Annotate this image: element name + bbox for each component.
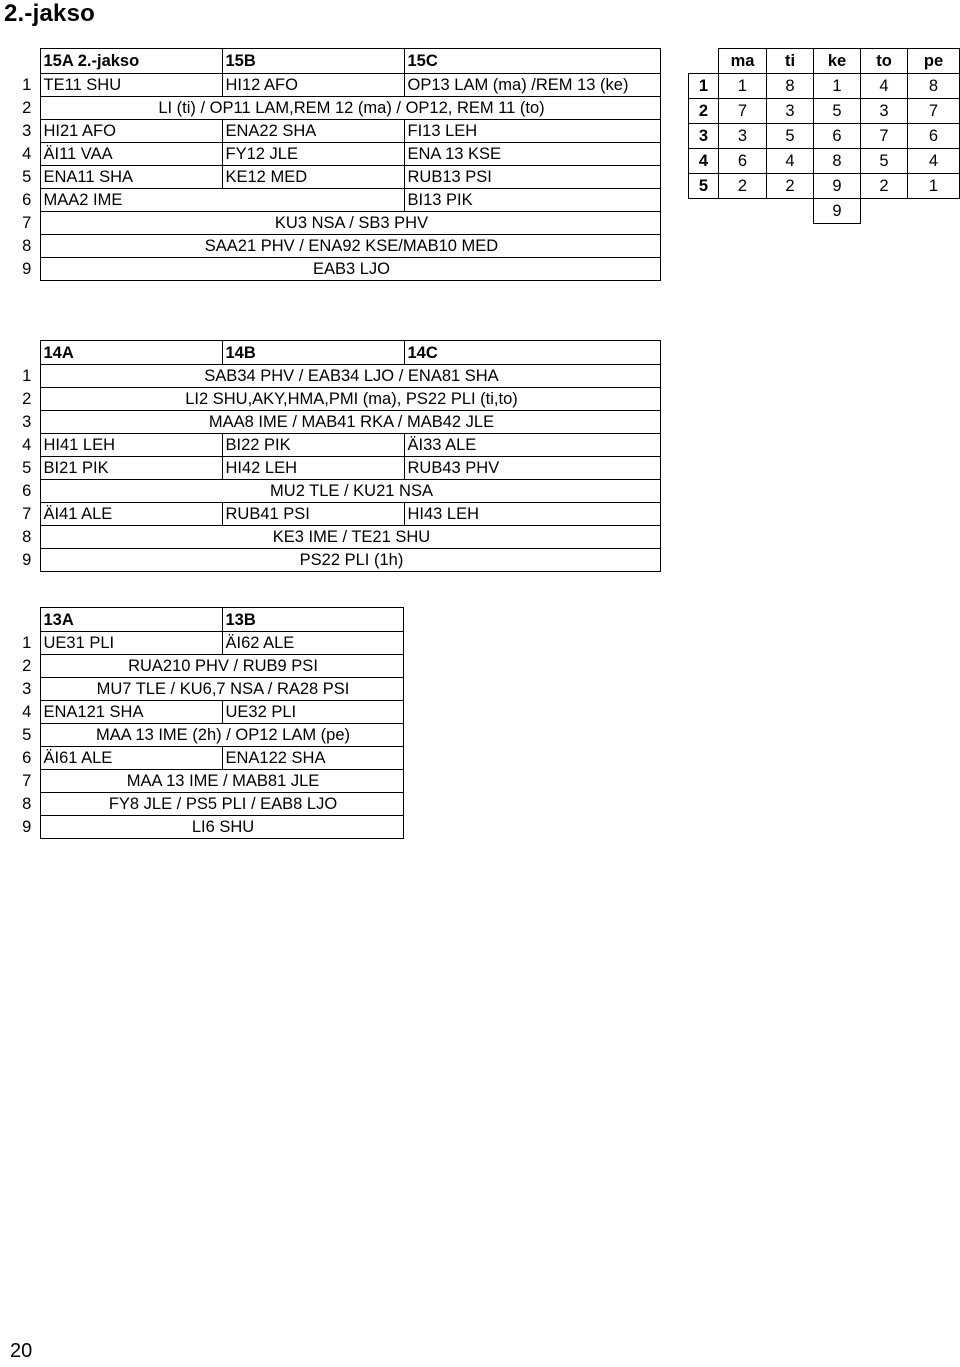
row-number: 5 (22, 726, 32, 744)
day-row (689, 74, 960, 99)
empty-cell (767, 199, 814, 224)
table-cell: RUB41 PSI (222, 503, 404, 526)
table-row (14, 434, 660, 457)
table-row (14, 97, 660, 120)
column-header-14a: 14A (40, 341, 222, 365)
day-value: 3 (861, 99, 908, 124)
row-number: 9 (22, 260, 32, 278)
table-cell: HI43 LEH (404, 503, 660, 526)
row-number: 8 (22, 237, 32, 255)
table-cell: ENA121 SHA (40, 701, 222, 724)
table-cell: HI42 LEH (222, 457, 404, 480)
table-row (14, 724, 403, 747)
merged-cell: SAA21 PHV / ENA92 KSE/MAB10 MED (40, 235, 660, 258)
table-cell: ÄI62 ALE (222, 632, 403, 655)
day-header-to: to (861, 49, 908, 74)
table-row (14, 143, 660, 166)
table-row (14, 793, 403, 816)
day-value: 8 (908, 74, 960, 99)
table-cell: TE11 SHU (40, 74, 222, 97)
table-row (14, 457, 660, 480)
table-cell: HI12 AFO (222, 74, 404, 97)
row-number: 5 (22, 168, 32, 186)
table-row (14, 74, 660, 97)
column-header-15c: 15C (404, 49, 660, 74)
table-row (14, 411, 660, 434)
row-number-header (14, 49, 40, 74)
table-row (14, 480, 660, 503)
table-row (14, 388, 660, 411)
day-value: 9 (814, 174, 861, 199)
table-cell: ÄI11 VAA (40, 143, 222, 166)
day-value: 5 (814, 99, 861, 124)
row-number: 1 (22, 76, 32, 94)
day-value: 4 (908, 149, 960, 174)
table-cell: HI41 LEH (40, 434, 222, 457)
day-value: 2 (861, 174, 908, 199)
day-value: 5 (861, 149, 908, 174)
day-row (689, 174, 960, 199)
row-number: 4 (22, 703, 32, 721)
row-number: 6 (22, 749, 32, 767)
table-cell: RUB43 PHV (404, 457, 660, 480)
day-count-table (688, 48, 960, 224)
row-number: 7 (22, 505, 32, 523)
merged-cell: MAA 13 IME (2h) / OP12 LAM (pe) (40, 724, 403, 747)
table-row (14, 235, 660, 258)
schedule-table-14 (14, 340, 661, 572)
day-value: 4 (767, 149, 814, 174)
row-number: 3 (22, 122, 32, 140)
table-cell: FI13 LEH (404, 120, 660, 143)
table-cell: BI22 PIK (222, 434, 404, 457)
table-row (14, 166, 660, 189)
merged-cell: LI6 SHU (40, 816, 403, 839)
row-number: 7 (22, 214, 32, 232)
day-header-pe: pe (908, 49, 960, 74)
page-number: 20 (10, 1340, 33, 1362)
day-value: 1 (814, 74, 861, 99)
day-value: 6 (719, 149, 767, 174)
day-value: 8 (767, 74, 814, 99)
table-cell: UE31 PLI (40, 632, 222, 655)
table-row (14, 526, 660, 549)
table-cell: ENA11 SHA (40, 166, 222, 189)
table-cell: KE12 MED (222, 166, 404, 189)
row-number: 4 (22, 436, 32, 454)
table-cell: ÄI61 ALE (40, 747, 222, 770)
day-row-number: 4 (689, 149, 719, 174)
merged-cell: EAB3 LJO (40, 258, 660, 281)
table-cell: OP13 LAM (ma) /REM 13 (ke) (404, 74, 660, 97)
row-number: 8 (22, 795, 32, 813)
day-row-extra (689, 199, 960, 224)
day-value: 2 (767, 174, 814, 199)
row-number: 3 (22, 413, 32, 431)
day-row-number: 2 (689, 99, 719, 124)
column-header-15b: 15B (222, 49, 404, 74)
day-value: 7 (861, 124, 908, 149)
row-number: 1 (22, 367, 32, 385)
day-row (689, 149, 960, 174)
row-number: 2 (22, 99, 32, 117)
table-cell: BI21 PIK (40, 457, 222, 480)
day-value: 6 (908, 124, 960, 149)
table-cell: ENA122 SHA (222, 747, 403, 770)
day-value: 1 (908, 174, 960, 199)
table-row (14, 747, 403, 770)
row-number: 1 (22, 634, 32, 652)
column-header-13b: 13B (222, 608, 403, 632)
day-row (689, 124, 960, 149)
merged-cell: RUA210 PHV / RUB9 PSI (40, 655, 403, 678)
row-number: 7 (22, 772, 32, 790)
day-header-ma: ma (719, 49, 767, 74)
column-header-14c: 14C (404, 341, 660, 365)
row-number: 3 (22, 680, 32, 698)
table-row (14, 120, 660, 143)
table-cell: RUB13 PSI (404, 166, 660, 189)
table-row (14, 258, 660, 281)
day-value: 7 (908, 99, 960, 124)
table-row (14, 655, 403, 678)
day-value: 3 (767, 99, 814, 124)
merged-cell: MAA 13 IME / MAB81 JLE (40, 770, 403, 793)
schedule-table-13 (14, 607, 404, 839)
table-row (14, 678, 403, 701)
row-number: 9 (22, 818, 32, 836)
table-row (14, 189, 660, 212)
merged-cell: KU3 NSA / SB3 PHV (40, 212, 660, 235)
day-value: 8 (814, 149, 861, 174)
column-header-14b: 14B (222, 341, 404, 365)
table-row (14, 365, 660, 388)
empty-cell (689, 199, 719, 224)
day-header-ke: ke (814, 49, 861, 74)
merged-cell: LI (ti) / OP11 LAM,REM 12 (ma) / OP12, REM 11 (to) (40, 97, 660, 120)
table-row (14, 632, 403, 655)
table-row (14, 816, 403, 839)
table-cell: MAA2 IME (40, 189, 222, 212)
row-number: 8 (22, 528, 32, 546)
day-row-number: 5 (689, 174, 719, 199)
table-cell: ENA22 SHA (222, 120, 404, 143)
row-number: 9 (22, 551, 32, 569)
merged-cell: PS22 PLI (1h) (40, 549, 660, 572)
day-row-number: 1 (689, 74, 719, 99)
day-value: 1 (719, 74, 767, 99)
day-row-header (689, 49, 719, 74)
table-row (14, 212, 660, 235)
table-cell: ÄI41 ALE (40, 503, 222, 526)
table-cell (222, 189, 404, 212)
table-row (14, 770, 403, 793)
day-value: 3 (719, 124, 767, 149)
row-number: 5 (22, 459, 32, 477)
schedule-table-15 (14, 48, 661, 281)
day-row (689, 99, 960, 124)
table-cell: HI21 AFO (40, 120, 222, 143)
table-row (14, 701, 403, 724)
merged-cell: MAA8 IME / MAB41 RKA / MAB42 JLE (40, 411, 660, 434)
merged-cell: SAB34 PHV / EAB34 LJO / ENA81 SHA (40, 365, 660, 388)
day-value: 7 (719, 99, 767, 124)
table-cell: FY12 JLE (222, 143, 404, 166)
row-number: 6 (22, 191, 32, 209)
table-cell: BI13 PIK (404, 189, 660, 212)
column-header-15a: 15A 2.-jakso (40, 49, 222, 74)
table-row (14, 503, 660, 526)
day-value: 6 (814, 124, 861, 149)
day-header-ti: ti (767, 49, 814, 74)
row-number: 4 (22, 145, 32, 163)
empty-cell (861, 199, 908, 224)
table-row (14, 549, 660, 572)
table-cell: ÄI33 ALE (404, 434, 660, 457)
merged-cell: FY8 JLE / PS5 PLI / EAB8 LJO (40, 793, 403, 816)
row-number: 2 (22, 657, 32, 675)
merged-cell: MU7 TLE / KU6,7 NSA / RA28 PSI (40, 678, 403, 701)
empty-cell (719, 199, 767, 224)
column-header-13a: 13A (40, 608, 222, 632)
merged-cell: KE3 IME / TE21 SHU (40, 526, 660, 549)
row-number-header (14, 341, 40, 365)
row-number: 2 (22, 390, 32, 408)
row-number-header (14, 608, 40, 632)
table-cell: ENA 13 KSE (404, 143, 660, 166)
day-value: 5 (767, 124, 814, 149)
merged-cell: LI2 SHU,AKY,HMA,PMI (ma), PS22 PLI (ti,to) (40, 388, 660, 411)
day-row-number: 3 (689, 124, 719, 149)
merged-cell: MU2 TLE / KU21 NSA (40, 480, 660, 503)
day-value: 2 (719, 174, 767, 199)
row-number: 6 (22, 482, 32, 500)
day-value: 4 (861, 74, 908, 99)
page-title: 2.-jakso (4, 0, 95, 27)
table-cell: UE32 PLI (222, 701, 403, 724)
day-extra-value: 9 (814, 199, 861, 224)
empty-cell (908, 199, 960, 224)
